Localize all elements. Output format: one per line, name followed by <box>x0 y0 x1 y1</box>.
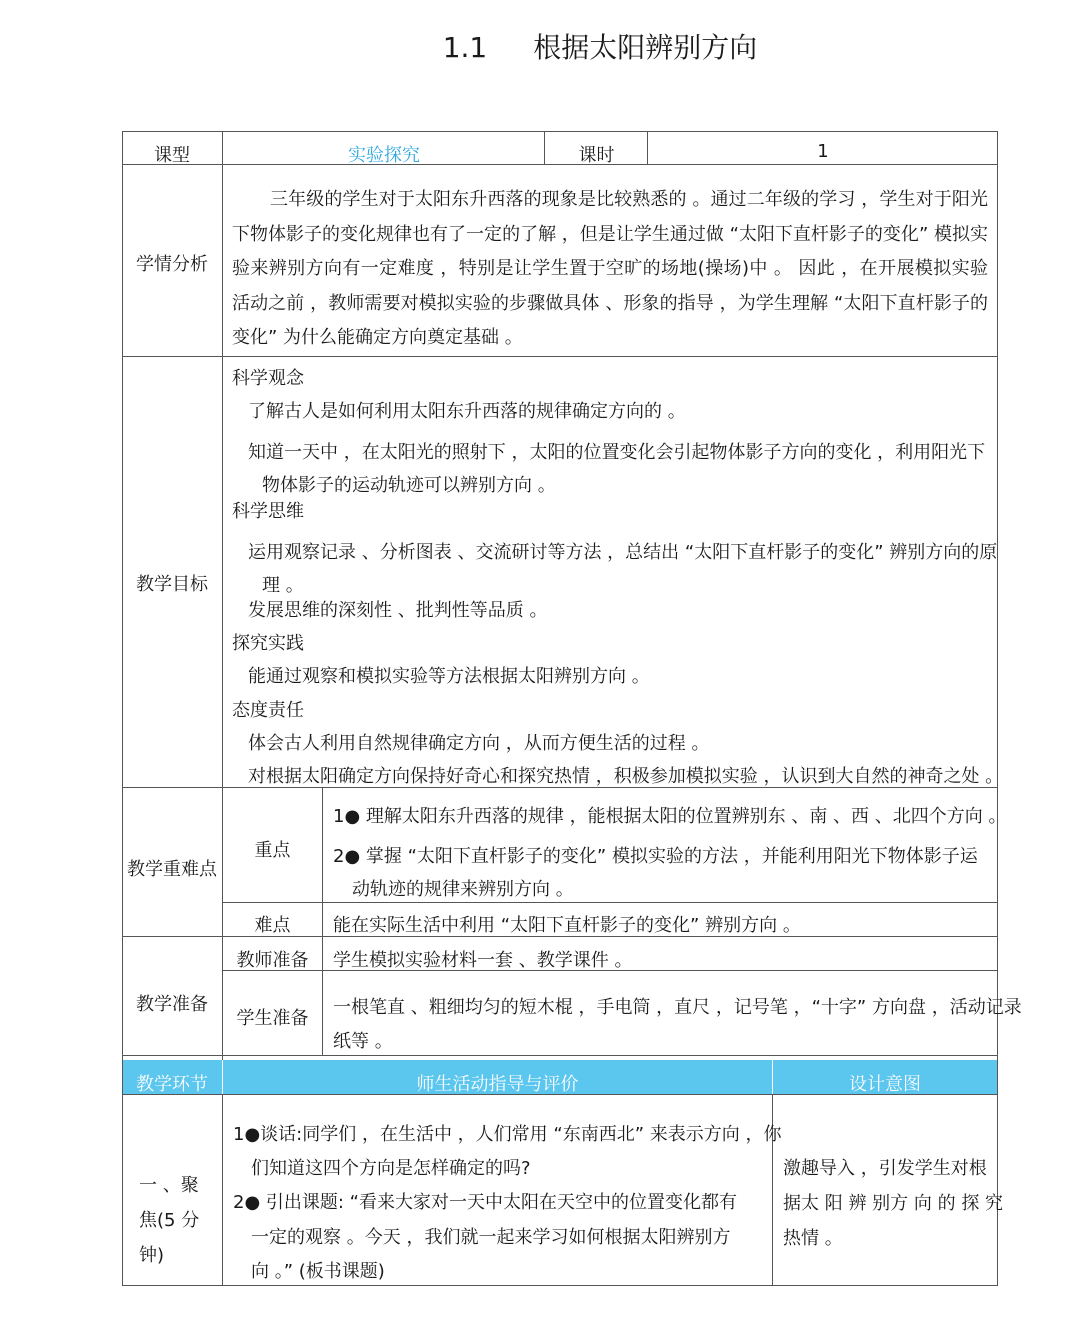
difficult-label: 难点 <box>254 915 291 936</box>
preparation-label: 教学准备 <box>136 994 208 1015</box>
key-item: 2● 掌握 “太阳下直杆影子的变化” 模拟实验的方法 ，并能利用阳光下物体影子运 <box>333 846 978 867</box>
stage-name: 焦(5 分 <box>139 1210 200 1231</box>
stage-name: 钟) <box>139 1245 165 1266</box>
goal-item: 体会古人利用自然规律确定方向 ，从而方便生活的过程 。 <box>248 733 710 754</box>
goal-item: 物体影子的运动轨迹可以辨别方向 。 <box>262 475 556 496</box>
key-item: 动轨迹的规律来辨别方向 。 <box>352 879 574 900</box>
teacher-prep-label: 教师准备 <box>236 950 309 971</box>
intent-line: 热情 。 <box>783 1228 843 1249</box>
hours-value: 1 <box>817 141 829 162</box>
key-points-label: 教学重难点 <box>127 859 217 880</box>
key-label: 重点 <box>254 840 291 861</box>
goal-item: 了解古人是如何利用太阳东升西落的规律确定方向的 。 <box>248 401 686 422</box>
col-stage-header: 教学环节 <box>136 1074 208 1095</box>
activity-line: 1●谈话:同学们 ，在生活中 ，人们常用 “东南西北” 来表示方向 ，你 <box>233 1124 782 1145</box>
type-label: 课型 <box>154 145 190 166</box>
intent-line: 激趣导入 ，引发学生对根 <box>783 1158 987 1179</box>
activity-line: 们知道这四个方向是怎样确定的吗? <box>251 1158 531 1179</box>
activity-line: 一定的观察 。今天 ，我们就一起来学习如何根据太阳辨别方 <box>251 1227 731 1248</box>
goal-heading-practice: 探究实践 <box>232 633 304 654</box>
goal-item: 能通过观察和模拟实验等方法根据太阳辨别方向 。 <box>248 666 650 687</box>
difficult-text: 能在实际生活中利用 “太阳下直杆影子的变化” 辨别方向 。 <box>333 915 801 936</box>
activity-line: 向 。” (板书课题) <box>251 1261 385 1282</box>
intent-line: 据太 阳 辨 别方 向 的 探 究 <box>783 1193 1004 1214</box>
title-number: 1.1 <box>442 31 488 64</box>
goal-heading-attitude: 态度责任 <box>232 700 304 721</box>
student-analysis-text: 三年级的学生对于太阳东升西落的现象是比较熟悉的 。通过二年级的学习 ，学生对于阳光下物体影子的变化规律也有了一定的了解 ，但是让学生通过做 “太阳下直杆影子的变化” 模拟实验来辨别方向有一定难度 ，特别是让学生置于空旷的场地(操场)中 。 因此 ，在开展模拟实验活动之前 ，教师需要对模拟实验的步骤做具体 、形象的指导 ，为学生理解 “太阳下直杆影子的变化” 为什么能确定方向奠定基础 。 <box>232 189 988 348</box>
col-intent-header: 设计意图 <box>849 1074 921 1095</box>
title-text: 根据太阳辨别方向 <box>533 31 758 64</box>
activity-line: 2● 引出课题: “看来大家对一天中太阳在天空中的位置变化都有 <box>233 1192 737 1213</box>
goal-heading-concept: 科学观念 <box>232 368 304 389</box>
col-activity-header: 师生活动指导与评价 <box>416 1074 579 1095</box>
student-analysis-label: 学情分析 <box>136 254 208 275</box>
student-prep-text: 纸等 。 <box>333 1031 393 1052</box>
stage-name: 一 、聚 <box>139 1175 199 1196</box>
type-value: 实验探究 <box>348 145 420 166</box>
hours-label: 课时 <box>578 145 615 166</box>
teacher-prep-text: 学生模拟实验材料一套 、教学课件 。 <box>333 950 633 971</box>
goal-item: 知道一天中 ，在太阳光的照射下 ，太阳的位置变化会引起物体影子方向的变化 ，利用阳光下 <box>248 442 986 463</box>
goal-item: 运用观察记录 、分析图表 、交流研讨等方法 ，总结出 “太阳下直杆影子的变化” 辨别方向的原 <box>248 542 998 563</box>
student-prep-text: 一根笔直 、粗细均匀的短木棍 ，手电筒 ，直尺 ，记号笔 ，“十字” 方向盘 ，活动记录 <box>333 997 1022 1018</box>
goal-item: 发展思维的深刻性 、批判性等品质 。 <box>248 600 548 621</box>
goal-item: 对根据太阳确定方向保持好奇心和探究热情 ，积极参加模拟实验 ，认识到大自然的神奇之处 。 <box>248 766 1004 787</box>
goal-heading-thinking: 科学思维 <box>232 501 304 522</box>
student-prep-label: 学生准备 <box>236 1008 309 1029</box>
key-item: 1● 理解太阳东升西落的规律 ，能根据太阳的位置辨别东 、南 、西 、北四个方向 。 <box>333 806 1007 827</box>
goal-item: 理 。 <box>262 575 304 596</box>
goals-label: 教学目标 <box>136 574 208 595</box>
